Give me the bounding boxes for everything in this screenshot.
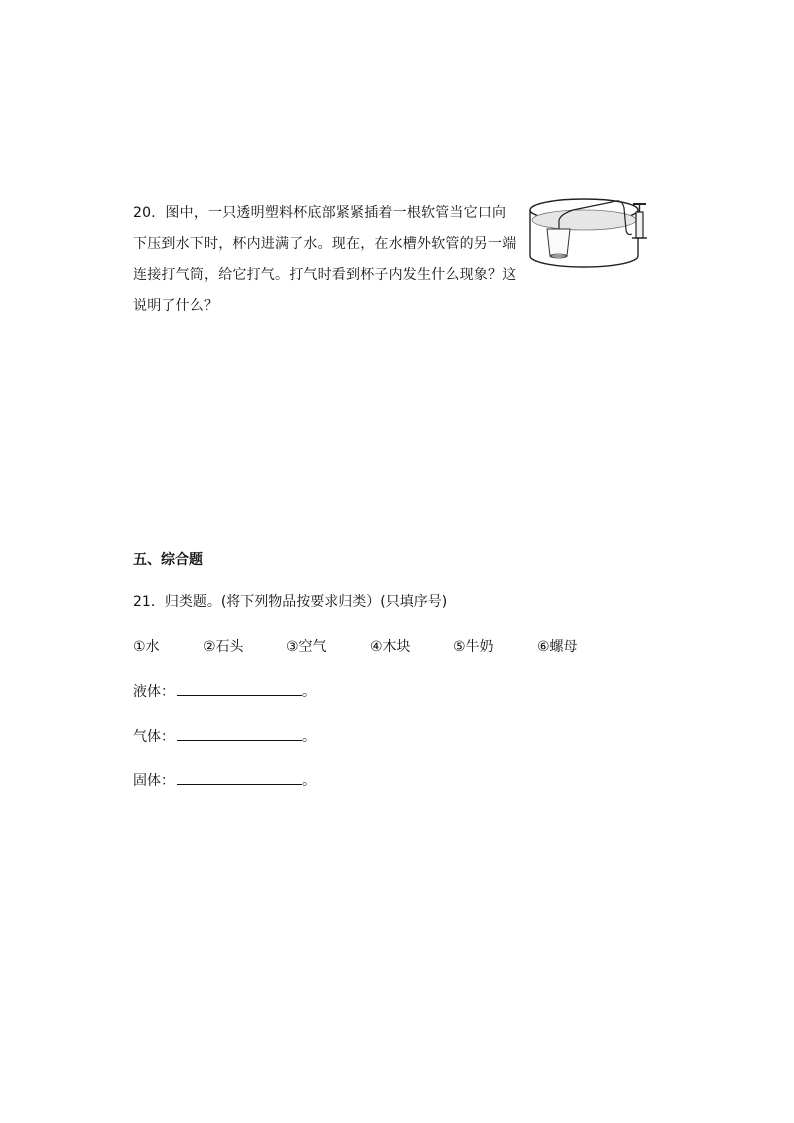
liquid-label: 液体： — [133, 684, 175, 700]
option-item: ②石头 — [203, 639, 244, 655]
water-tank-pump-illustration — [528, 196, 658, 272]
section-title: 五、综合题 — [133, 552, 203, 568]
liquid-blank[interactable] — [177, 681, 302, 696]
gas-label: 气体： — [133, 729, 175, 745]
option-item: ④木块 — [370, 639, 411, 655]
gas-blank[interactable] — [177, 726, 302, 741]
line-end-mark: 。 — [302, 684, 316, 700]
option-item: ①水 — [133, 639, 160, 655]
solid-answer-line — [133, 770, 316, 790]
line-end-mark: 。 — [302, 773, 316, 789]
question-21-text: 21．归类题。(将下列物品按要求归类）(只填序号) — [133, 594, 448, 610]
option-item: ⑥螺母 — [537, 639, 578, 655]
line-end-mark: 。 — [302, 729, 316, 745]
option-item: ③空气 — [286, 639, 327, 655]
gas-answer-line — [133, 726, 316, 746]
liquid-answer-line — [133, 681, 316, 701]
solid-label: 固体： — [133, 773, 175, 789]
option-item: ⑤牛奶 — [453, 639, 494, 655]
solid-blank[interactable] — [177, 770, 302, 785]
question-20-text: 20．图中，一只透明塑料杯底部紧紧插着一根软管当它口向下压到水下时，杯内进满了水。现在，在水槽外软管的另一端连接打气筒，给它打气。打气时看到杯子内发生什么现象？这说明了什么？ — [133, 205, 517, 314]
